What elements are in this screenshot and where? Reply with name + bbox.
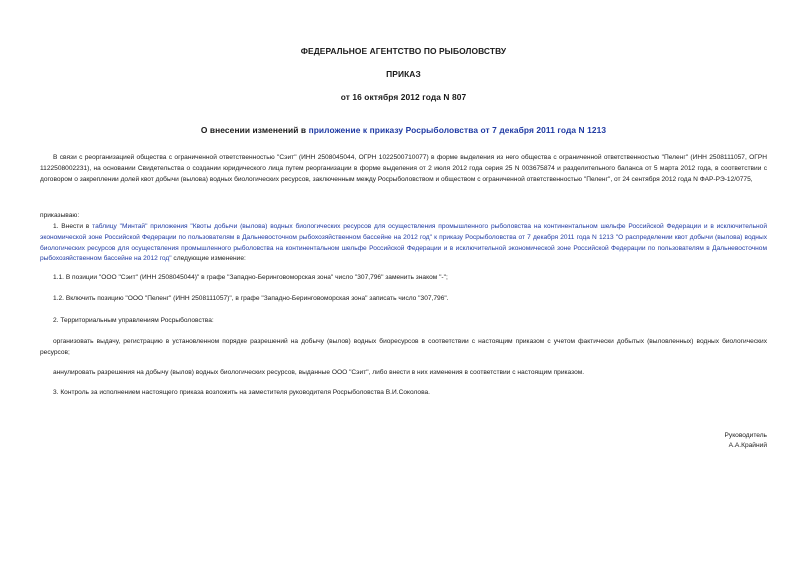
item-2-paragraph: 2. Территориальным управлениям Росрыболовства:: [53, 317, 214, 324]
title-prefix: О внесении изменений в: [200, 125, 309, 135]
order-word: приказываю:: [40, 212, 80, 219]
item-1-prefix: 1. Внести в: [53, 223, 93, 230]
title-link[interactable]: приложение к приказу Росрыболовства от 7 декабря 2011 года N 1213: [308, 125, 607, 135]
signature-name: А.А.Крайний: [728, 442, 767, 449]
item-1-2-paragraph: 1.2. Включить позицию "ООО "Пеленг" (ИНН 2508111057)", в графе "Западно-Беринговоморская зона" записать число "307,796".: [53, 295, 449, 302]
item-2-b-paragraph: аннулировать разрешения на добычу (вылов) водных биологических ресурсов, выданные ООО "Сэит", либо внести в них изменения в соответствии с настоящим приказом.: [53, 369, 585, 376]
date-number-heading: от 16 октября 2012 года N 807: [340, 92, 467, 102]
item-1-paragraph: [40, 222, 767, 265]
item-1-link[interactable]: таблицу "Минтай" приложения "Квоты добычи (вылова) водных биологических ресурсов для осуществления промышленного рыболовства на континентальном шельфе Российской Федерации и в исключительной экономической зоне Российской Федерации по пользователям в Дальневосточном рыбохозяйственном бассейне на 2012 год" к приказу Росрыболовства от 7 декабря 2011 года N 1213 "О распределении квот добычи (вылова) водных биологических ресурсов для осуществления промышленного рыболовства на континентальном шельфе Российской Федерации и в исключительной экономической зоне Российской Федерации по пользователям в Дальневосточном рыбохозяйственном бассейне на 2012 год": [40, 223, 767, 263]
agency-heading: ФЕДЕРАЛЬНОЕ АГЕНТСТВО ПО РЫБОЛОВСТВУ: [300, 46, 507, 56]
document-type-heading: ПРИКАЗ: [386, 69, 421, 79]
preamble-paragraph: В связи с реорганизацией общества с ограниченной ответственностью "Сэит" (ИНН 2508045044, ОГРН 1022500710077) в форме выделения из него общества с ограниченной ответственностью "Пеленг" (ИНН 2508111057, ОГРН 1122508002231), на основании Свидетельства о создании юридического лица путем реорганизации в форме выделения от 2 июля 2012 года серия 25 N 003675874 и разделительного баланса от 5 марта 2012 года, в соответствии с договором о закреплении долей квот добычи (вылова) водных биологических ресурсов, заключенным между Росрыболовством и обществом с ограниченной ответственностью "Пеленг", от 24 сентября 2012 года N ФАР-РЭ-12/0775,: [40, 154, 767, 183]
document-title: [0, 125, 807, 135]
item-1-suffix: следующие изменение:: [171, 255, 246, 263]
item-1-1-paragraph: 1.1. В позиции "ООО "Сэит" (ИНН 2508045044)" в графе "Западно-Беринговоморская зона" число "307,796" заменить знаком "-";: [53, 274, 448, 281]
signature-position: Руководитель: [724, 432, 767, 439]
signature-block: [725, 431, 767, 451]
item-3-paragraph: 3. Контроль за исполнением настоящего приказа возложить на заместителя руководителя Росрыболовства В.И.Соколова.: [53, 389, 430, 396]
item-2-a-paragraph: организовать выдачу, регистрацию в установленном порядке разрешений на добычу (вылов) водных биоресурсов в соответствии с настоящим приказом с учетом фактически добытых (выловленных) водных биологических ресурсов;: [40, 338, 767, 356]
